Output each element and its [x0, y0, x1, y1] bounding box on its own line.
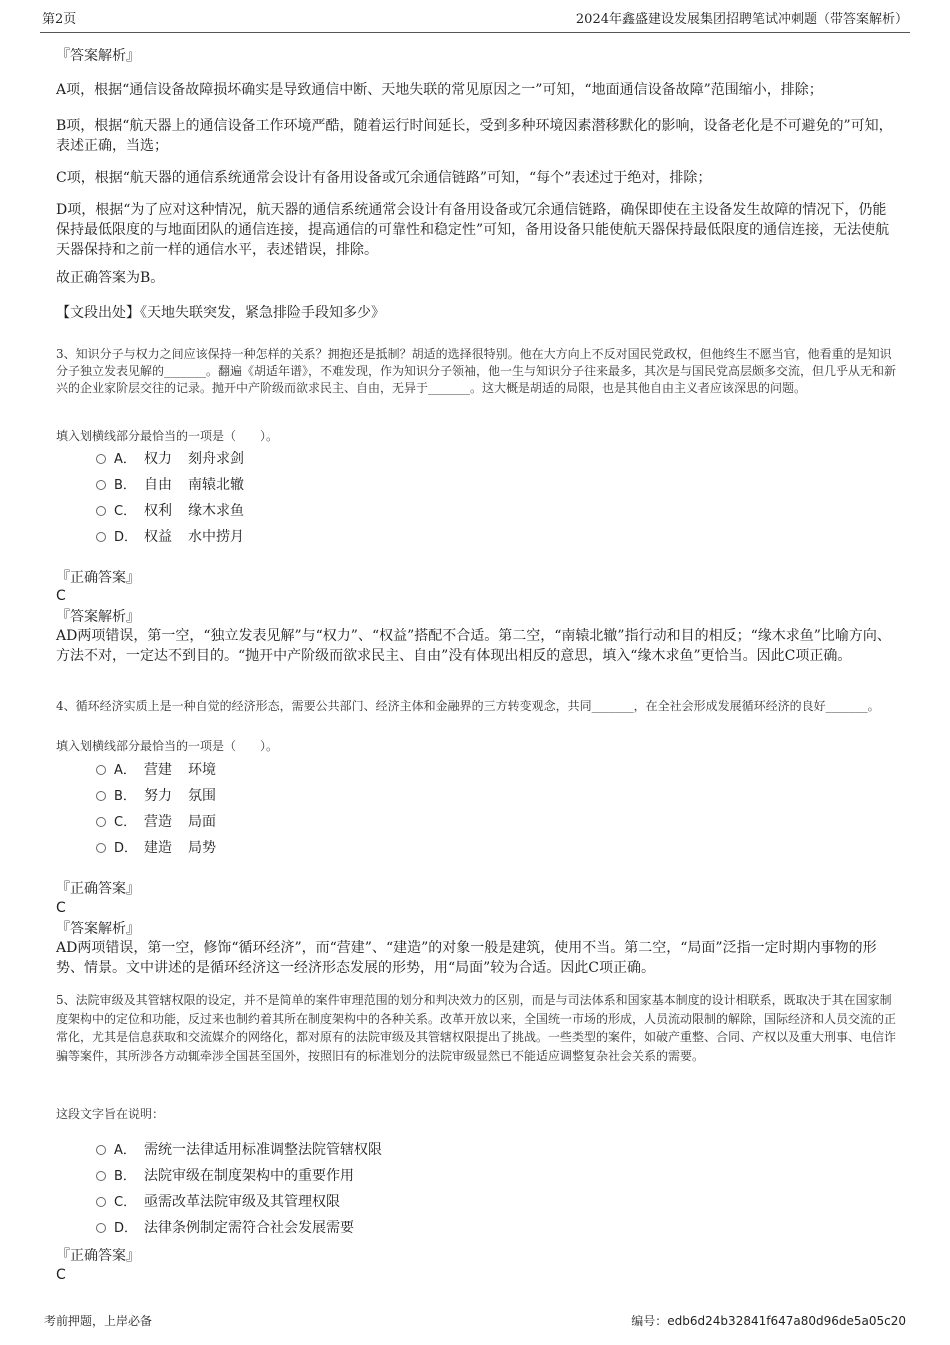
q3-option-a[interactable]: A． 权力 刻舟求剑 — [96, 449, 244, 470]
q5-option-c[interactable]: C． 亟需改革法院审级及其管理权限 — [96, 1192, 340, 1213]
page-number: 第2页 — [42, 12, 77, 27]
q2-analysis-b: B项，根据“航天器上的通信设备工作环境严酷，随着运行时间延长，受到多种环境因素潜移默化的影响，设备老化是不可避免的”可知，表述正确，当选； — [56, 118, 893, 154]
code-value: edb6d24b32841f647a80d96de5a05c20 — [667, 1314, 906, 1328]
q4-option-d[interactable]: D． 建造 局势 — [96, 838, 216, 859]
q4-answer-label: 『正确答案』 — [56, 881, 140, 897]
q3-analysis-label: 『答案解析』 — [56, 609, 140, 625]
q2-conclusion: 故正确答案为B。 — [56, 270, 165, 286]
document-code — [631, 1312, 906, 1330]
q4-analysis: AD两项错误，第一空，修饰“循环经济”，而“营建”、“建造”的对象一般是建筑，使用不当。第二空，“局面”泛指一定时期内事物的形势、情景。文中讲述的是循环经济这一经济形态发展的形势，用“局面”较为合适。因此C项正确。 — [56, 940, 877, 976]
radio-icon[interactable] — [96, 843, 106, 853]
q3-option-c[interactable]: C． 权利 缘木求鱼 — [96, 501, 244, 522]
radio-icon[interactable] — [96, 791, 106, 801]
q3-answer: C — [56, 588, 66, 604]
q5-option-a[interactable]: A． 需统一法律适用标准调整法院管辖权限 — [96, 1140, 382, 1161]
radio-icon[interactable] — [96, 1197, 106, 1207]
q5-option-d[interactable]: D． 法律条例制定需符合社会发展需要 — [96, 1218, 354, 1239]
q4-option-a[interactable]: A． 营建 环境 — [96, 760, 216, 781]
radio-icon[interactable] — [96, 817, 106, 827]
q5-stem: 5、法院审级及其管辖权限的设定，并不是简单的案件审理范围的划分和判决效力的区别，而是与司法体系和国家基本制度的设计相联系，既取决于其在国家制度架构中的定位和功能，反过来也制约着其所在制度架构中的各种关系。改革开放以来，全国统一市场的形成，人员流动限制的解除，国际经济和人员交流的正常化，尤其是信息获取和交流媒介的网络化，都对原有的法院审级及其管辖权限提出了挑战。一些类型的案件，如破产重整、合同、产权以及重大刑事、电信诈骗等案件，其所涉各方动辄牵涉全国甚至国外，按照旧有的标准划分的法院审级显然已不能适应调整复杂社会关系的需要。 — [56, 993, 897, 1063]
radio-icon[interactable] — [96, 1171, 106, 1181]
q4-option-b[interactable]: B． 努力 氛围 — [96, 786, 216, 807]
q4-analysis-label: 『答案解析』 — [56, 921, 140, 937]
radio-icon[interactable] — [96, 765, 106, 775]
q4-stem: 4、循环经济实质上是一种自觉的经济形态，需要公共部门、经济主体和金融界的三方转变观念，共同_______，在全社会形成发展循环经济的良好_______。 — [56, 699, 880, 713]
q3-analysis: AD两项错误，第一空，“独立发表见解”与“权力”、“权益”搭配不合适。第二空，“南辕北辙”指行动和目的相反；“缘木求鱼”比喻方向、方法不对，一定达不到目的。“抛开中产阶级而欲求民主、自由”没有体现出相反的意思，填入“缘木求鱼”更恰当。因此C项正确。 — [56, 628, 891, 664]
q2-analysis-a: A项，根据“通信设备故障损坏确实是导致通信中断、天地失联的常见原因之一”可知，“地面通信设备故障”范围缩小，排除； — [56, 82, 823, 98]
q3-option-d[interactable]: D． 权益 水中捞月 — [96, 527, 244, 548]
q2-analysis-d: D项，根据“为了应对这种情况，航天器的通信系统通常会设计有备用设备或冗余通信链路，确保即使在主设备发生故障的情况下，仍能保持最低限度的与地面团队的通信连接，提高通信的可靠性和稳定性”可知，备用设备只能使航天器保持最低限度的通信连接，无法使航天器保持和之前一样的通信水平，表述错误，排除。 — [56, 202, 890, 258]
q3-answer-label: 『正确答案』 — [56, 570, 140, 586]
q2-source: 【文段出处】《天地失联突发，紧急排险手段知多少》 — [56, 305, 385, 321]
radio-icon[interactable] — [96, 532, 106, 542]
radio-icon[interactable] — [96, 454, 106, 464]
page-footer — [40, 1312, 910, 1332]
q5-option-b[interactable]: B． 法院审级在制度架构中的重要作用 — [96, 1166, 354, 1187]
q2-analysis-c: C项，根据“航天器的通信系统通常会设计有备用设备或冗余通信链路”可知，“每个”表述过于绝对，排除； — [56, 170, 712, 186]
q4-answer: C — [56, 900, 66, 916]
q3-option-b[interactable]: B． 自由 南辕北辙 — [96, 475, 244, 496]
q4-option-c[interactable]: C． 营造 局面 — [96, 812, 216, 833]
q3-prompt: 填入划横线部分最恰当的一项是（ ）。 — [56, 429, 279, 443]
radio-icon[interactable] — [96, 1145, 106, 1155]
radio-icon[interactable] — [96, 480, 106, 490]
page-header — [40, 10, 910, 33]
radio-icon[interactable] — [96, 1223, 106, 1233]
q5-prompt: 这段文字旨在说明： — [56, 1107, 165, 1121]
code-label: 编号： — [631, 1314, 668, 1328]
q5-answer: C — [56, 1267, 66, 1283]
radio-icon[interactable] — [96, 506, 106, 516]
q4-prompt: 填入划横线部分最恰当的一项是（ ）。 — [56, 739, 279, 753]
q3-stem: 3、知识分子与权力之间应该保持一种怎样的关系？拥抱还是抵制？胡适的选择很特别。他在大方向上不反对国民党政权，但他终生不愿当官，他看重的是知识分子独立发表见解的_______。翻遍《胡适年谱》，不难发现，作为知识分子领袖，他一生与知识分子往来最多，其次是与国民党高层颇多交流，但几乎从无和新兴的企业家阶层交往的记录。抛开中产阶级而欲求民主、自由，无异于_______。这大概是胡适的局限，也是其他自由主义者应该深思的问题。 — [56, 347, 897, 395]
document-title: 2024年鑫盛建设发展集团招聘笔试冲刺题（带答案解析） — [575, 12, 908, 27]
footer-slogan: 考前押题，上岸必备 — [44, 1314, 153, 1328]
q5-answer-label: 『正确答案』 — [56, 1248, 140, 1264]
q2-analysis-label: 『答案解析』 — [56, 48, 140, 64]
